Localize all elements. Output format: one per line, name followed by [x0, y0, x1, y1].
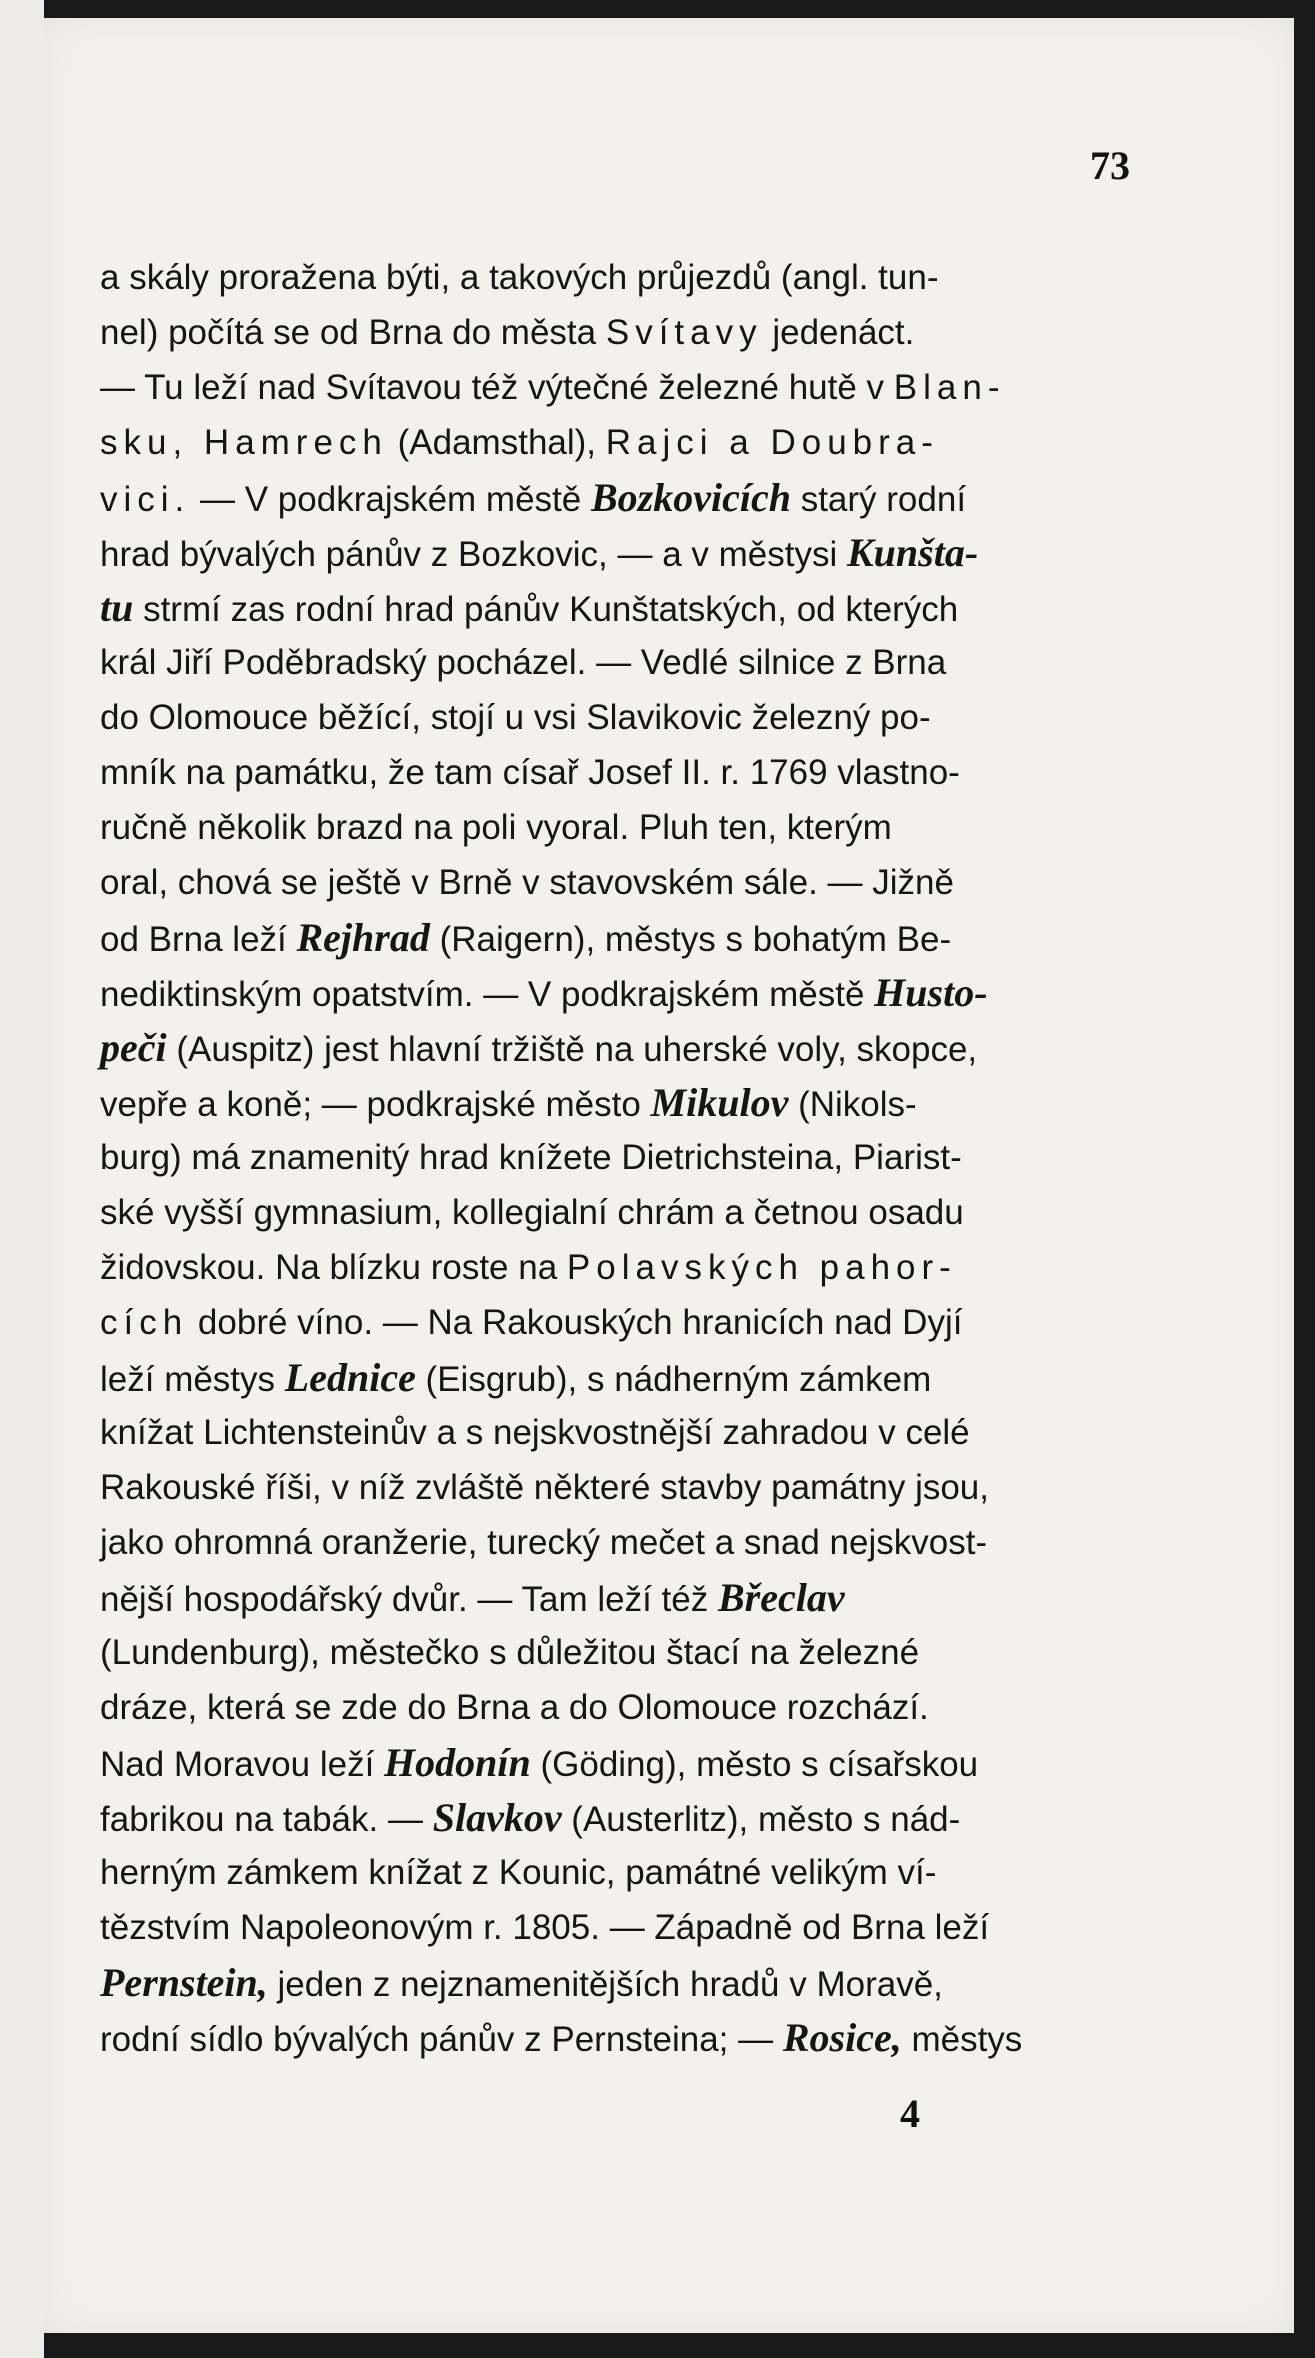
text-line [100, 580, 1130, 635]
text-run: leží městys [100, 1360, 285, 1399]
text-line [100, 1020, 1130, 1075]
text-run: nější hospodářský dvůr. — Tam leží též [100, 1580, 718, 1619]
page-number: 73 [1090, 143, 1130, 188]
text-run: oral, chová se ještě v Brně v stavovském sále. — Jižně [100, 863, 954, 902]
text-line [100, 360, 1130, 415]
text-run: do Olomouce běžící, stojí u vsi Slavikovic železný po- [100, 698, 931, 737]
text-line [100, 965, 1130, 1020]
text-run: od Brna leží [100, 920, 297, 959]
text-line [100, 1075, 1130, 1130]
text-run: jeden z nejznamenitějších hradů v Moravě, [267, 1965, 943, 2004]
text-line [100, 800, 1130, 855]
text-run: (Lundenburg), městečko s důležitou štací na železné [100, 1633, 920, 1672]
text-line [100, 690, 1130, 745]
place-name: Pernstein, [100, 1960, 268, 2005]
text-line [100, 1900, 1130, 1955]
text-run: (Austerlitz), město s nád- [561, 1800, 961, 1839]
text-line [100, 525, 1130, 580]
text-run: vepře a koně; — podkrajské město [100, 1085, 651, 1124]
body-text [100, 250, 1130, 2065]
spaced-text: cích [100, 1303, 189, 1342]
text-run: knížat Lichtensteinův a s nejskvostnější zahradou v celé [100, 1413, 970, 1452]
text-line [100, 1790, 1130, 1845]
text-run: jako ohromná oranžerie, turecký mečet a snad nejskvost- [100, 1523, 988, 1562]
place-name: Husto- [874, 970, 988, 1015]
text-line [100, 415, 1130, 470]
text-run: hrad bývalých pánův z Bozkovic, — a v městysi [100, 535, 847, 574]
text-line [100, 745, 1130, 800]
text-run: fabrikou na tabák. — [100, 1800, 433, 1839]
spaced-text: Rajci a Doubra- [605, 423, 939, 462]
text-run: židovskou. Na blízku roste na [100, 1248, 567, 1287]
text-run: herným zámkem knížat z Kounic, památné velikým ví- [100, 1853, 937, 1892]
spaced-text: sku, Hamrech [100, 423, 388, 462]
text-line [100, 1350, 1130, 1405]
text-line [100, 910, 1130, 965]
text-run: — V podkrajském městě [190, 480, 591, 519]
adjacent-page-edge [0, 0, 44, 2358]
text-run: — Tu leží nad Svítavou též výtečné železné hutě v [100, 368, 894, 407]
text-run: (Raigern), městys s bohatým Be- [429, 920, 952, 959]
text-line [100, 1625, 1130, 1680]
spaced-text: Polavských pahor- [566, 1248, 957, 1287]
signature-mark: 4 [900, 2091, 920, 2136]
spaced-text: Blan- [893, 368, 1006, 407]
place-name: Břeclav [717, 1575, 845, 1620]
text-line [100, 1570, 1130, 1625]
text-run: a skály proražena býti, a takových průjezdů (angl. tun- [100, 258, 939, 297]
spaced-text: Svítavy [605, 313, 763, 352]
place-name: Kunšta- [846, 530, 979, 575]
place-name: Rosice, [782, 2015, 902, 2060]
text-run: starý rodní [790, 480, 967, 519]
text-line [100, 635, 1130, 690]
text-run: burg) má znamenitý hrad knížete Dietrichsteina, Piarist- [100, 1138, 962, 1177]
text-line [100, 1130, 1130, 1185]
place-name: Mikulov [650, 1080, 789, 1125]
text-line [100, 2010, 1130, 2065]
place-name: tu [100, 585, 134, 630]
text-line [100, 1240, 1130, 1295]
text-run: (Nikols- [788, 1085, 917, 1124]
text-run: (Göding), město s císařskou [530, 1745, 979, 1784]
text-line [100, 470, 1130, 525]
text-run: mník na památku, že tam císař Josef II. r. 1769 vlastno- [100, 753, 960, 792]
text-line [100, 250, 1130, 305]
text-run: Rakouské říši, v níž zvláště některé stavby památny jsou, [100, 1468, 989, 1507]
text-line [100, 1845, 1130, 1900]
text-run: nediktinským opatstvím. — V podkrajském městě [100, 975, 875, 1014]
text-run: ské vyšší gymnasium, kollegialní chrám a četnou osadu [100, 1193, 964, 1232]
text-run: městys [901, 2020, 1023, 2059]
text-run: strmí zas rodní hrad pánův Kunštatských, od kterých [133, 590, 959, 629]
text-run: (Eisgrub), s nádherným zámkem [415, 1360, 932, 1399]
text-run: Nad Moravou leží [100, 1745, 385, 1784]
text-run: rodní sídlo bývalých pánův z Pernsteina; — [100, 2020, 783, 2059]
text-line [100, 1735, 1130, 1790]
text-run: dráze, která se zde do Brna a do Olomouce rozchází. [100, 1688, 929, 1727]
place-name: Hodonín [384, 1740, 531, 1785]
text-run: (Auspitz) jest hlavní tržiště na uherské voly, skopce, [166, 1030, 978, 1069]
place-name: Bozkovicích [590, 475, 791, 520]
spaced-text: vici. [100, 480, 191, 519]
place-name: peči [100, 1025, 167, 1070]
text-run: dobré víno. — Na Rakouských hranicích nad Dyjí [188, 1303, 963, 1342]
text-line [100, 1295, 1130, 1350]
text-run: (Adamsthal), [387, 423, 606, 462]
text-line [100, 1460, 1130, 1515]
place-name: Slavkov [432, 1795, 562, 1840]
text-line [100, 1680, 1130, 1735]
place-name: Lednice [284, 1355, 416, 1400]
text-line [100, 1405, 1130, 1460]
text-line [100, 855, 1130, 910]
text-line [100, 305, 1130, 360]
text-run: jedenáct. [762, 313, 915, 352]
text-run: nel) počítá se od Brna do města [100, 313, 606, 352]
text-run: ručně několik brazd na poli vyoral. Pluh ten, kterým [100, 808, 892, 847]
text-line [100, 1185, 1130, 1240]
text-run: král Jiří Poděbradský pocházel. — Vedlé silnice z Brna [100, 643, 947, 682]
place-name: Rejhrad [296, 915, 430, 960]
text-line [100, 1515, 1130, 1570]
text-line [100, 1955, 1130, 2010]
text-run: tězstvím Napoleonovým r. 1805. — Západně od Brna leží [100, 1908, 990, 1947]
